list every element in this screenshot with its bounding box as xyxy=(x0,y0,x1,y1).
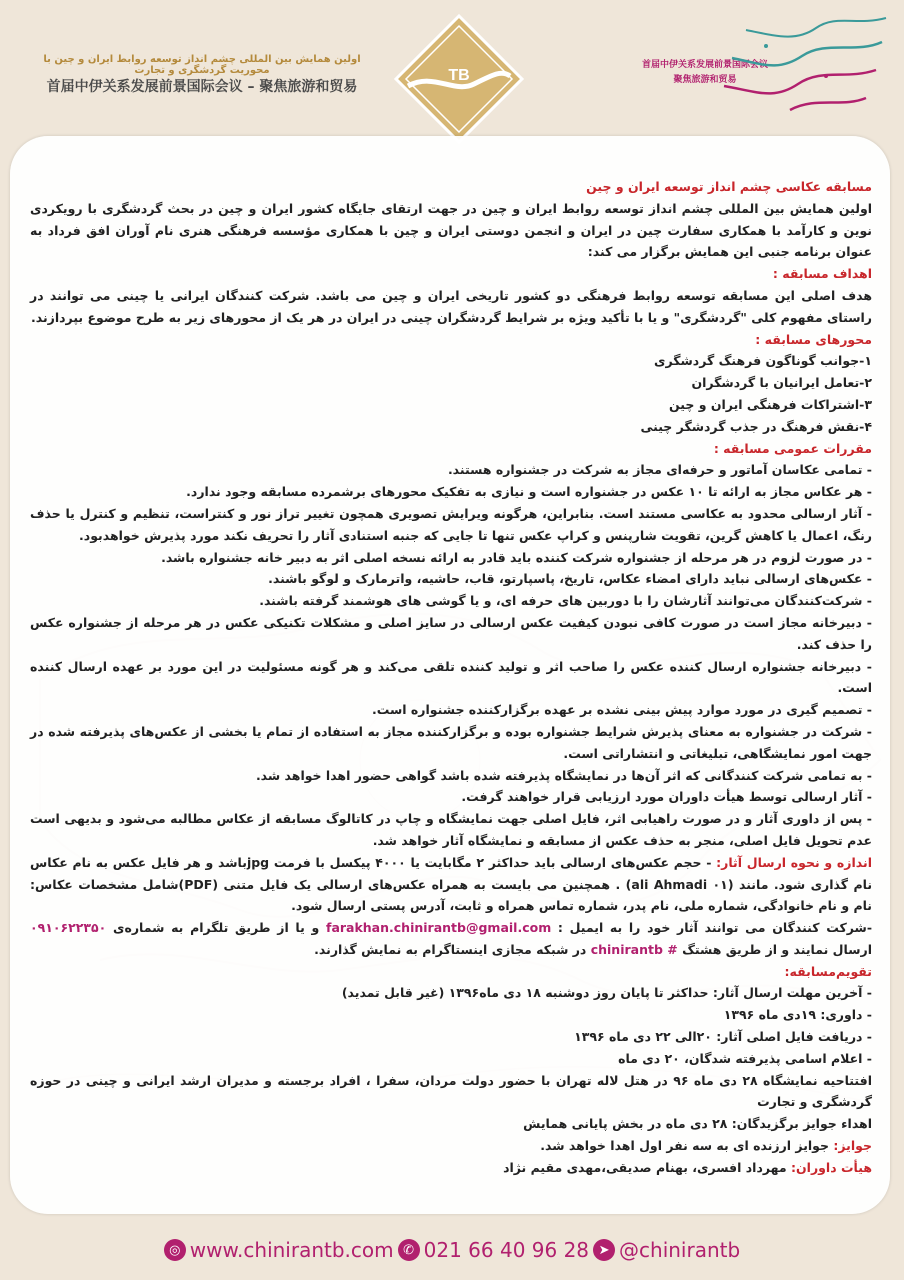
telegram-number[interactable]: ۰۹۱۰۶۲۲۳۵۰ xyxy=(30,920,107,936)
send-text: -شرکت کنندگان می توانند آثار خود را به ایمیل : xyxy=(551,920,873,936)
footer-website[interactable] xyxy=(164,1238,394,1262)
axis-item: ۲-تعامل ایرانیان با گردشگران xyxy=(691,375,872,391)
telegram-text: @chinirantb xyxy=(619,1238,741,1262)
rules-heading: مقررات عمومی مسابقه : xyxy=(713,440,872,456)
contest-title: مسابقه عکاسی چشم انداز توسعه ایران و چین xyxy=(586,179,872,194)
phone-text: 021 66 40 96 28 xyxy=(423,1238,590,1262)
rule-item: - در صورت لزوم در هر مرحله از جشنواره شرکت کننده باید قادر به ارائه نسخه اصلی اثر به دبیر خانه جشنواره باشد. xyxy=(161,549,872,565)
header-right-chinese-2: 聚焦旅游和贸易 xyxy=(673,75,737,85)
footer xyxy=(0,1230,904,1270)
send-text: و یا از طریق تلگرام به شماره‌ی xyxy=(106,920,326,936)
phone-icon: ✆ xyxy=(398,1239,420,1261)
jury-text: مهرداد افسری، بهنام صدیقی،مهدی مقیم نژاد xyxy=(503,1159,791,1175)
tb-logo xyxy=(394,14,524,144)
jury-heading: هیأت داوران: xyxy=(791,1159,872,1175)
send-section xyxy=(30,917,872,961)
calligraphy-logo xyxy=(706,6,896,118)
axis-item: ۱-جوانب گوناگون فرهنگ گردشگری xyxy=(654,353,872,369)
rule-item: - هر عکاس مجاز به ارائه تا ۱۰ عکس در جشنواره است و نیازی به تفکیک محورهای برشمرده مسابقه وجود ندارد. xyxy=(186,484,872,500)
calendar-item: افتتاحیه نمایشگاه ۲۸ دی ماه ۹۶ در هتل لاله تهران با حضور دولت مردان، سفرا ، افراد برجسته و مدیران ارشد ایرانی و چینی در حوزه گردشگری و تجارت xyxy=(30,1072,872,1110)
prizes-section xyxy=(30,1135,872,1157)
send-text: ارسال نمایند و از طریق هشتگ xyxy=(677,941,872,957)
rule-item: - دبیرخانه مجاز است در صورت کافی نبودن کیفیت عکس ارسالی در سایز اصلی و مشکلات تکنیکی عکس در هر مرحله از جشنواره عکس را حذف کند. xyxy=(30,614,872,652)
footer-phone[interactable] xyxy=(398,1238,589,1262)
telegram-icon: ➤ xyxy=(593,1239,615,1261)
calendar-item: - دریافت فایل اصلی آثار: ۲۰الی ۲۲ دی ماه ۱۳۹۶ xyxy=(574,1029,872,1045)
calendar-heading: تقویم‌مسابقه: xyxy=(784,963,872,979)
rule-item: - آثار ارسالی توسط هیأت داوران مورد ارزیابی قرار خواهند گرفت. xyxy=(461,789,872,805)
goals-paragraph: هدف اصلی این مسابقه توسعه روابط فرهنگی دو کشور تاریخی ایران و چین می باشد. شرکت کنندگان ایرانی یا چینی می توانند در راستای مفهوم کلی "گردشگری" و یا با تأکید ویژه بر شرایط گردشگران چینی در ایران در هر یک از محورهای زیر به طرح موضوع بپردازند. xyxy=(30,287,872,325)
instagram-icon: ◎ xyxy=(164,1239,186,1261)
header-persian-title: اولین همایش بین المللی چشم انداز توسعه روابط ایران و چین با محوریت گردشگری و تجارت xyxy=(43,54,361,76)
axes-heading: محورهای مسابقه : xyxy=(755,331,872,347)
content-card xyxy=(10,136,890,1214)
calendar-item: - اعلام اسامی پذیرفته شدگان، ۲۰ دی ماه xyxy=(618,1050,872,1066)
prizes-heading: جوایز: xyxy=(833,1138,872,1154)
calendar-item: اهداء جوایز برگزیدگان: ۲۸ دی ماه در بخش پایانی همایش xyxy=(523,1116,872,1132)
rule-item: - پس از داوری آثار و در صورت راهیابی اثر، فایل اصلی جهت نمایشگاه و چاپ در کاتالوگ مسابقه از عکاس مطالبه می‌شود و بدیهی است عدم تحویل فایل اصلی، منجر به حذف عکس از مسابقه و نمایشگاه آثار خواهد شد. xyxy=(30,811,872,848)
axis-item: ۳-اشتراکات فرهنگی ایران و چین xyxy=(669,396,872,412)
rule-item: - شرکت‌کنندگان می‌توانند آثارشان را با دوربین های حرفه ای، و یا گوشی های هوشمند گرفته باشند. xyxy=(259,593,872,609)
calendar-item: - آخرین مهلت ارسال آثار: حداکثر تا پایان روز دوشنبه ۱۸ دی ماه۱۳۹۶ (غیر قابل تمدید) xyxy=(341,985,872,1001)
website-text: www.chinirantb.com xyxy=(189,1238,394,1262)
rule-item: - عکس‌های ارسالی نباید دارای امضاء عکاس، تاریخ، پاسپارتو، قاب، حاشیه، واترمارک و لوگو باشند. xyxy=(268,571,872,587)
header xyxy=(0,0,904,140)
email-link[interactable]: farakhan.chinirantb@gmail.com xyxy=(326,920,552,936)
intro-paragraph: اولین همایش بین المللی چشم انداز توسعه روابط ایران و چین در جهت ارتقای جایگاه کشور ایران و چین در بحث گردشگری با رویکردی نوین و کارآمد با همکاری سفارت چین در ایران و انجمن دوستی ایران و چین با همکاری مؤسسه فرهنگی هنری نام آوران افق فرداد به عنوان برنامه جنبی این همایش برگزار می کند: xyxy=(30,200,872,260)
rule-item: - آثار ارسالی محدود به عکاسی مستند است. بنابراین، هرگونه ویرایش تصویری همچون تغییر تراز نور و کنتراست، تنظیم و کنترل یا حذف رنگ، اعمال یا کاهش گرین، تقویت شارپنس و کراپ عکس تنها تا جایی که جنبه استنادی آثار را تحریف نکند مورد پذیرش خواهدبود. xyxy=(30,505,872,543)
header-chinese-title: 首届中伊关系发展前景国际会议 – 聚焦旅游和贸易 xyxy=(46,79,358,95)
rule-item: - تصمیم گیری در مورد موارد پیش بینی نشده بر عهده برگزارکننده جشنواره است. xyxy=(372,702,872,718)
size-section xyxy=(30,852,872,917)
goals-heading: اهداف مسابقه : xyxy=(772,266,872,282)
rule-item: - دبیرخانه جشنواره ارسال کننده عکس را صاحب اثر و تولید کننده تلقی می‌کند و هر گونه مسئولیت در این مورد بر عهده ارسال کننده است. xyxy=(30,658,872,696)
size-heading: اندازه و نحوه ارسال آثار: xyxy=(716,854,872,870)
rule-item: - تمامی عکاسان آماتور و حرفه‌ای مجاز به شرکت در جشنواره هستند. xyxy=(447,462,872,478)
rule-item: - شرکت در جشنواره به معنای پذیرش شرایط جشنواره بوده و برگزارکننده مجاز به استفاده از تمام یا بخشی از عکس‌های پذیرفته شده در جهت امور نمایشگاهی، تبلیغاتی و انتشاراتی است. xyxy=(30,723,872,761)
prizes-text: جوایز ارزنده ای به سه نفر اول اهدا خواهد شد. xyxy=(540,1138,834,1154)
hashtag[interactable]: # chinirantb xyxy=(590,941,678,957)
logo-text: TB xyxy=(448,67,470,84)
rule-item: - به تمامی شرکت کنندگانی که اثر آن‌ها در نمایشگاه پذیرفته شده باشد گواهی حضور اهدا خواهد شد. xyxy=(255,767,872,783)
size-text: - حجم عکس‌های ارسالی باید حداکثر ۲ مگابایت یا ۴۰۰۰ پیکسل با فرمت jpgباشد و هر فایل عکس به نام عکاس نام گذاری شود. مانند (ali Ahmadi ۰۱) . همچنین می بایست به همراه عکس‌های ارسالی یک فایل متنی (PDF)شامل مشخصات عکاس: نام و نام خانوادگی، شماره ملی، نام پدر، شماره تماس همراه و ثابت، آدرس پستی ارسال شود. xyxy=(30,854,873,914)
footer-telegram[interactable] xyxy=(593,1238,740,1262)
axis-item: ۴-نقش فرهنگ در جذب گردشگر چینی xyxy=(640,418,872,434)
send-text: در شبکه مجازی اینستاگرام به نمایش گذارند. xyxy=(314,941,591,957)
announcement-body xyxy=(30,176,872,1179)
header-right-chinese-1: 首届中伊关系发展前景国际会议 xyxy=(641,60,768,70)
calendar-item: - داوری: ۱۹دی ماه ۱۳۹۶ xyxy=(723,1007,872,1023)
jury-section xyxy=(30,1157,872,1179)
